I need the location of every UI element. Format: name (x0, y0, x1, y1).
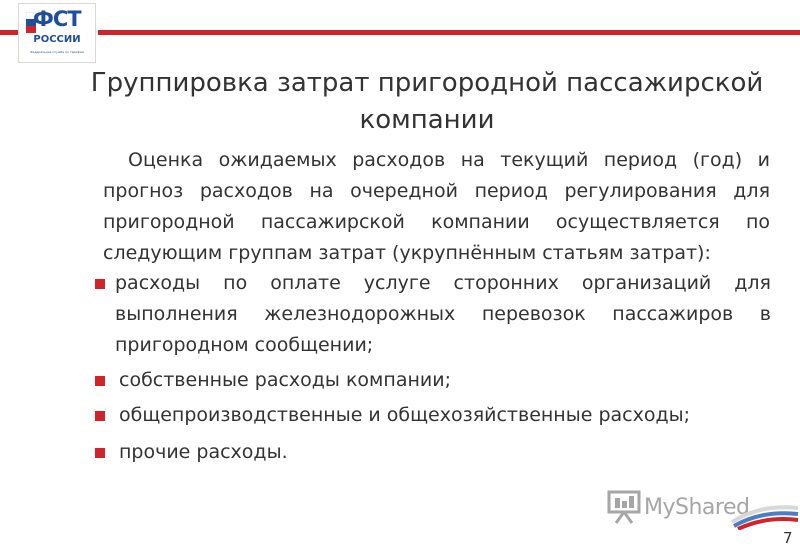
flag-swoosh-icon (730, 500, 800, 530)
slide-title-line-1: Группировка затрат пригородной пассажирской (90, 68, 764, 98)
logo-small-caption: Федеральная служба по тарифам (30, 50, 84, 54)
slide-title-line-2: компании (359, 105, 495, 135)
header-red-line-left (0, 30, 18, 35)
intro-line: пригородной пассажирской компании осуществляется по (103, 211, 770, 233)
logo-title: ФСТ (33, 7, 81, 31)
watermark-text: MyShared (644, 495, 750, 520)
presentation-board-icon (606, 489, 642, 525)
red-square-bullet-icon (95, 376, 105, 386)
list-item-text: собственные расходы компании; (119, 369, 451, 391)
list-item-text: общепроизводственные и общехозяйственные расходы; (119, 404, 691, 426)
red-square-bullet-icon (95, 448, 105, 458)
intro-paragraph (103, 145, 770, 269)
red-square-bullet-icon (95, 279, 105, 289)
list-item-text: прочие расходы. (119, 441, 288, 463)
slide-title (72, 65, 782, 139)
fst-logo (18, 3, 96, 63)
intro-line: следующим группам затрат (укрупнённым статьям затрат): (103, 242, 711, 264)
page-number: 7 (783, 529, 793, 547)
red-square-bullet-icon (95, 411, 105, 421)
list-item-text: расходы по оплате услуге сторонних организаций для выполнения железнодорожных перевозок пассажиров в пригородном сообщении; (115, 272, 771, 356)
header-red-line (98, 30, 800, 35)
intro-line: Оценка ожидаемых расходов на текущий период (год) и (128, 149, 770, 171)
intro-line: прогноз расходов на очередной период регулирования для (103, 180, 770, 202)
logo-subtitle: РОССИИ (33, 34, 81, 45)
